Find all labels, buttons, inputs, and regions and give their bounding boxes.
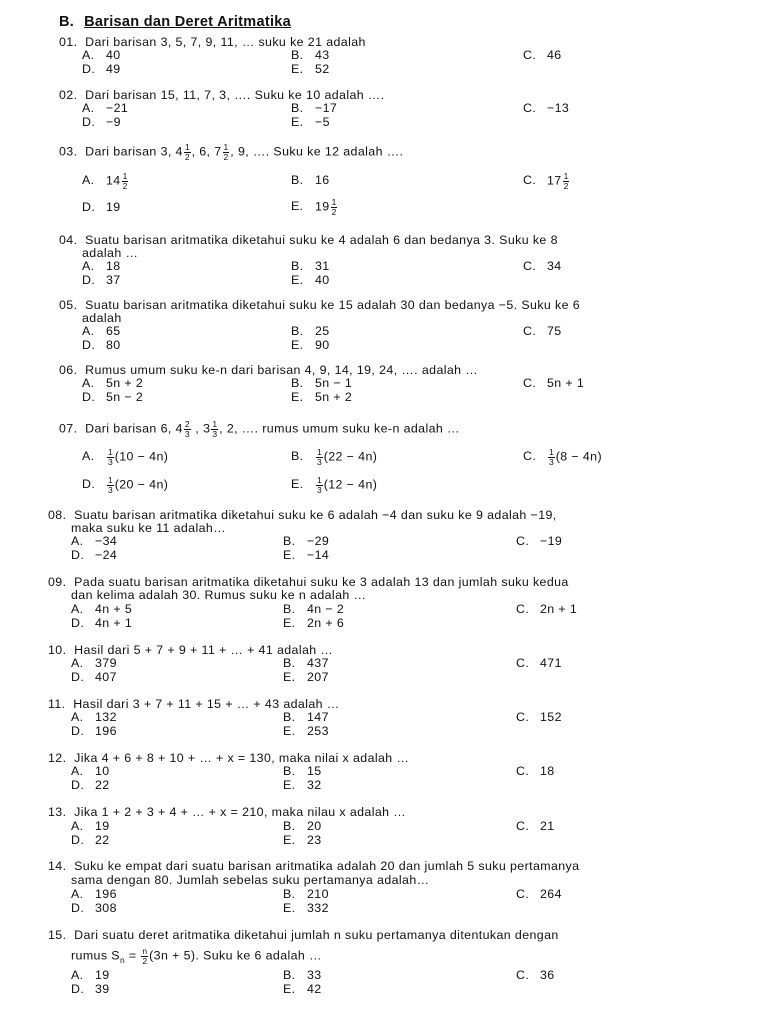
- option-a: A. 132: [71, 710, 117, 724]
- option-a: A. 4n + 5: [71, 602, 133, 616]
- option-d: D. 22: [71, 833, 110, 847]
- option-d: D. 22: [71, 778, 110, 792]
- option-a: A. 19: [71, 968, 110, 982]
- option-e: E. 5n + 2: [291, 390, 353, 404]
- option-d: D. 5n − 2: [82, 390, 144, 404]
- option-e: E. $\frac{1}{3}$ (12 − 4n): [291, 475, 378, 495]
- option-a: A. 5n + 2: [82, 376, 144, 390]
- option-b: B. 147: [283, 710, 329, 724]
- option-a: A. 18: [82, 259, 121, 273]
- option-d: D. 196: [71, 724, 117, 738]
- section-label: B.: [59, 14, 75, 30]
- option-d: D. 308: [71, 901, 117, 915]
- option-c: C. 75: [523, 324, 562, 338]
- option-e: E. 332: [283, 901, 329, 915]
- question-text-cont: maka suku ke 11 adalah…: [71, 521, 226, 535]
- question-text: 07. Dari barisan 6, 4 $\frac{2}{3}$ , 3 $\frac{1}{3}$ , 2, …. rumus umum suku ke-n adalah …: [59, 419, 460, 439]
- fraction: $\frac{1}{2}$: [223, 142, 229, 162]
- option-a: A. −34: [71, 534, 118, 548]
- question-text-cont: rumus $S_n$ = $\frac{n}{2}$ (3n + 5). Suku ke 6 adalah …: [71, 946, 322, 966]
- section-title: [59, 16, 291, 29]
- option-a: A. 40: [82, 48, 121, 62]
- option-b: B. 4n − 2: [283, 602, 345, 616]
- question-text: 15. Dari suatu deret aritmatika diketahui jumlah n suku pertamanya ditentukan dengan: [48, 928, 559, 942]
- option-b: B. 437: [283, 656, 329, 670]
- option-a: A. 19: [71, 819, 110, 833]
- question-text-cont: sama dengan 80. Jumlah sebelas suku pertamanya adalah…: [71, 873, 430, 887]
- option-a: A. 14 $\frac{1}{2}$: [82, 171, 128, 191]
- option-d: D. 4n + 1: [71, 616, 133, 630]
- option-b: B. 15: [283, 764, 322, 778]
- option-b: B. 20: [283, 819, 322, 833]
- option-c: C. 46: [523, 48, 562, 62]
- option-e: E. 19 $\frac{1}{2}$: [291, 197, 337, 217]
- option-b: B. 43: [291, 48, 330, 62]
- option-a: A. −21: [82, 101, 129, 115]
- option-b: B. 31: [291, 259, 330, 273]
- option-c: C. 5n + 1: [523, 376, 585, 390]
- question-text: 03. Dari barisan 3, 4 $\frac{1}{2}$ , 6, 7 $\frac{1}{2}$ , 9, …. Suku ke 12 adalah ….: [59, 142, 404, 162]
- option-a: A. 10: [71, 764, 110, 778]
- question-text: 14. Suku ke empat dari suatu barisan aritmatika adalah 20 dan jumlah 5 suku pertamanya: [48, 859, 580, 873]
- option-c: C. −19: [516, 534, 563, 548]
- option-e: E. 23: [283, 833, 322, 847]
- option-a: A. 379: [71, 656, 117, 670]
- option-e: E. 2n + 6: [283, 616, 345, 630]
- option-e: E. −5: [291, 115, 330, 129]
- option-a: A. $\frac{1}{3}$ (10 − 4n): [82, 447, 169, 467]
- option-a: A. 65: [82, 324, 121, 338]
- question-text: 11. Hasil dari 3 + 7 + 11 + 15 + … + 43 adalah …: [48, 697, 340, 711]
- section-title-text: Barisan dan Deret Aritmatika: [84, 14, 292, 30]
- option-e: E. 40: [291, 273, 330, 287]
- option-e: E. 90: [291, 338, 330, 352]
- question-text: 01. Dari barisan 3, 5, 7, 9, 11, … suku ke 21 adalah: [59, 35, 366, 49]
- option-b: B. $\frac{1}{3}$ (22 − 4n): [291, 447, 378, 467]
- option-c: C. 2n + 1: [516, 602, 578, 616]
- fraction: $\frac{2}{3}$: [184, 419, 190, 439]
- question-text: 09. Pada suatu barisan aritmatika diketahui suku ke 3 adalah 13 dan jumlah suku kedua: [48, 575, 569, 589]
- option-b: B. −29: [283, 534, 330, 548]
- option-d: D. −24: [71, 548, 118, 562]
- option-e: E. −14: [283, 548, 330, 562]
- option-c: C. 264: [516, 887, 562, 901]
- option-b: B. 25: [291, 324, 330, 338]
- option-c: C. 17 $\frac{1}{2}$: [523, 171, 569, 191]
- option-d: D. 49: [82, 62, 121, 76]
- option-e: E. 42: [283, 982, 322, 996]
- option-d: D. −9: [82, 115, 121, 129]
- option-d: D. 39: [71, 982, 110, 996]
- option-c: C. 18: [516, 764, 555, 778]
- option-e: E. 32: [283, 778, 322, 792]
- option-d: D. 407: [71, 670, 117, 684]
- question-text: 02. Dari barisan 15, 11, 7, 3, …. Suku ke 10 adalah ….: [59, 88, 385, 102]
- option-e: E. 52: [291, 62, 330, 76]
- option-c: C. $\frac{1}{3}$ (8 − 4n): [523, 447, 602, 467]
- option-b: B. 33: [283, 968, 322, 982]
- option-b: B. −17: [291, 101, 338, 115]
- question-text: 13. Jika 1 + 2 + 3 + 4 + … + x = 210, maka nilau x adalah …: [48, 805, 407, 819]
- option-c: C. −13: [523, 101, 570, 115]
- question-text-cont: adalah: [82, 311, 122, 325]
- option-d: D. 19: [82, 200, 121, 214]
- question-text: 10. Hasil dari 5 + 7 + 9 + 11 + … + 41 adalah …: [48, 643, 334, 657]
- fraction: $\frac{1}{3}$: [212, 419, 218, 439]
- question-text: 04. Suatu barisan aritmatika diketahui suku ke 4 adalah 6 dan bedanya 3. Suku ke 8: [59, 233, 558, 247]
- question-text: 12. Jika 4 + 6 + 8 + 10 + … + x = 130, maka nilai x adalah …: [48, 751, 410, 765]
- option-d: D. 80: [82, 338, 121, 352]
- option-a: A. 196: [71, 887, 117, 901]
- fraction: $\frac{n}{2}$: [142, 946, 148, 966]
- option-c: C. 34: [523, 259, 562, 273]
- question-text-cont: dan kelima adalah 30. Rumus suku ke n adalah …: [71, 588, 367, 602]
- question-text: 05. Suatu barisan aritmatika diketahui suku ke 15 adalah 30 dan bedanya −5. Suku ke 6: [59, 298, 581, 312]
- option-d: D. $\frac{1}{3}$ (20 − 4n): [82, 475, 169, 495]
- fraction: $\frac{1}{2}$: [184, 142, 190, 162]
- option-c: C. 21: [516, 819, 555, 833]
- option-e: E. 207: [283, 670, 329, 684]
- question-text: 06. Rumus umum suku ke-n dari barisan 4, 9, 14, 19, 24, …. adalah …: [59, 363, 479, 377]
- option-b: B. 16: [291, 173, 330, 187]
- option-b: B. 5n − 1: [291, 376, 353, 390]
- option-c: C. 36: [516, 968, 555, 982]
- option-c: C. 152: [516, 710, 562, 724]
- question-text-cont: adalah …: [82, 246, 139, 260]
- option-c: C. 471: [516, 656, 562, 670]
- option-d: D. 37: [82, 273, 121, 287]
- question-text: 08. Suatu barisan aritmatika diketahui suku ke 6 adalah −4 dan suku ke 9 adalah −19,: [48, 508, 557, 522]
- option-b: B. 210: [283, 887, 329, 901]
- option-e: E. 253: [283, 724, 329, 738]
